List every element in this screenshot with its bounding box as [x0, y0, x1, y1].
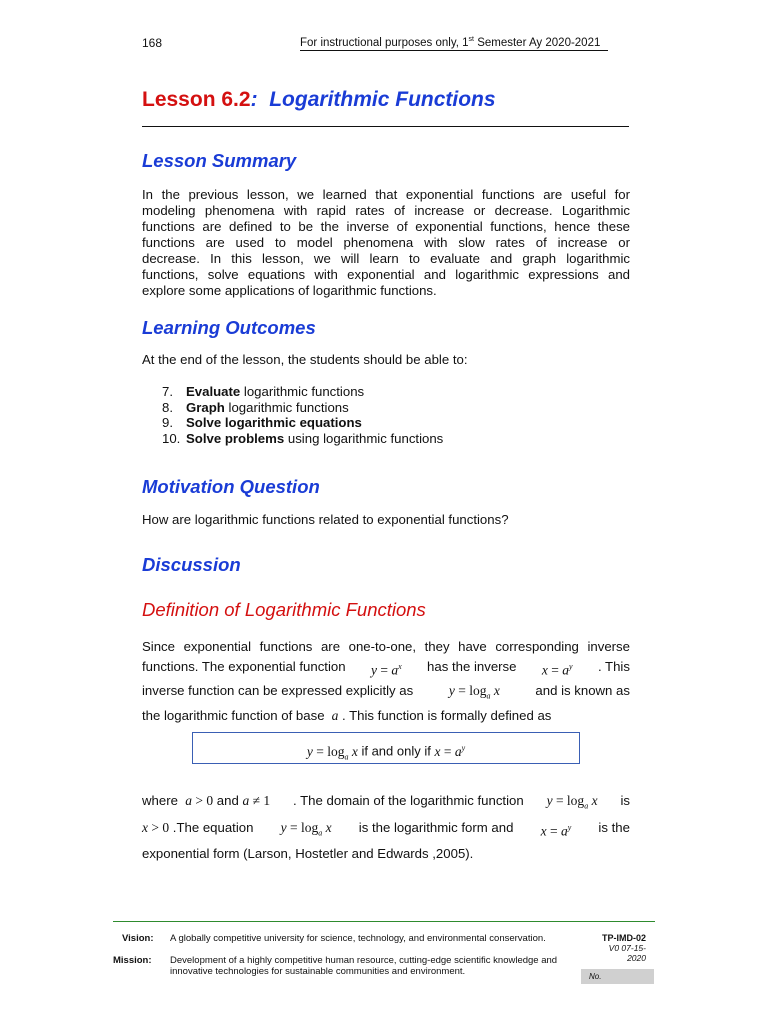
running-header	[300, 36, 608, 51]
item-number: 7.	[162, 384, 173, 399]
item-verb: Solve problems	[186, 430, 285, 446]
list-item	[162, 431, 443, 447]
text-run: is the logarithmic form and	[358, 819, 514, 835]
summary-line: functions are used to model phenomena with slow rates of increase or	[142, 235, 630, 250]
version-line: V0 07-15-	[608, 943, 646, 953]
def-line-3	[142, 681, 630, 707]
text-run: is the	[598, 819, 630, 835]
text-run: functions. The exponential function	[142, 659, 346, 674]
formula-log: $y = \log_a x$	[448, 682, 500, 701]
formula-exponential: $y = a^x$	[370, 662, 402, 678]
lesson-colon: :	[250, 88, 258, 111]
summary-paragraph	[142, 187, 630, 299]
box-text: if and only if	[357, 743, 435, 759]
outcomes-intro: At the end of the lesson, the students should be able to:	[142, 352, 468, 367]
formula-inverse: $x = a^y$	[541, 662, 573, 678]
motivation-heading: Motivation Question	[142, 476, 320, 497]
formula-inverse: $x = a^y$	[540, 822, 572, 839]
definition-box	[192, 732, 580, 764]
definition-paragraph	[142, 637, 630, 726]
text-run: . This	[597, 659, 630, 674]
text-run: inverse function can be expressed explicitly as	[142, 682, 414, 698]
mission-text: Development of a highly competitive human resource, cutting-edge scientific knowledge and innovative technologies for sustainable communities and environment.	[170, 955, 558, 977]
summary-line: functions, solve equations with exponential and logarithmic expressions and	[142, 267, 630, 282]
title-rule	[142, 126, 629, 127]
item-rest: logarithmic functions	[240, 384, 365, 399]
formula-log: $y = \log_a x$	[306, 743, 358, 762]
summary-line: In the previous lesson, we learned that exponential functions are useful for	[142, 187, 630, 202]
formula-log: $y = \log_a x$	[546, 793, 598, 811]
definition-subheading: Definition of Logarithmic Functions	[142, 599, 426, 620]
text-run: . The domain of the logarithmic function	[293, 793, 524, 808]
domain-line-1	[142, 790, 630, 817]
page-number: 168	[142, 36, 163, 50]
def-line-4	[142, 706, 630, 726]
lesson-topic: Logarithmic Functions	[269, 88, 496, 111]
outcomes-list	[162, 384, 443, 446]
list-item	[162, 415, 443, 431]
lesson-title	[142, 88, 496, 112]
lesson-number: Lesson 6.2	[142, 88, 251, 111]
item-rest: logarithmic functions	[224, 399, 349, 415]
list-item	[162, 400, 443, 416]
discussion-heading: Discussion	[142, 554, 241, 575]
domain-line-2	[142, 817, 630, 844]
def-line-1: Since exponential functions are one-to-one, they have corresponding inverse	[142, 639, 630, 654]
item-number: 10.	[162, 430, 181, 446]
formula-base: a	[328, 708, 339, 724]
header-note-sup: st	[468, 36, 474, 43]
number-box: No.	[581, 969, 654, 984]
mission-label: Mission:	[113, 955, 152, 966]
vision-label: Vision:	[122, 933, 154, 944]
text-run: x > 0 .The equation	[142, 819, 254, 835]
summary-line: functions are defined to be the inverse of exponential functions, hence these	[142, 219, 630, 234]
formula-inverse: $x = a^y$	[434, 743, 466, 759]
def-line-2	[142, 657, 630, 681]
text-run: . This function is formally defined as	[342, 708, 552, 724]
summary-line: decrease. In this lesson, we will learn to evaluate and graph logarithmic	[142, 251, 630, 266]
item-verb: Graph	[186, 399, 225, 415]
domain-line-3: exponential form (Larson, Hostetler and Edwards ,2005).	[142, 846, 474, 862]
text-run: and is known as	[535, 682, 630, 698]
summary-line: explore some applications of logarithmic functions.	[142, 283, 437, 298]
vision-text: A globally competitive university for science, technology, and environmental conservation.	[170, 933, 546, 944]
item-number: 8.	[162, 399, 173, 415]
text-run: the logarithmic function of base	[142, 708, 325, 724]
header-note-pre: For instructional purposes only, 1	[300, 36, 469, 49]
text-run: has the inverse	[427, 659, 517, 674]
text-run: where a > 0 and a ≠ 1	[142, 793, 271, 808]
summary-heading: Lesson Summary	[142, 150, 297, 171]
item-verb: Evaluate	[186, 384, 241, 399]
item-verb: Solve logarithmic equations	[186, 415, 362, 430]
formula-log: $y = \log_a x$	[280, 819, 332, 838]
document-code	[596, 933, 646, 963]
outcomes-heading: Learning Outcomes	[142, 317, 316, 338]
domain-paragraph	[142, 790, 630, 864]
summary-line: modeling phenomena with rapid rates of increase or decrease. Logarithmic	[142, 203, 630, 218]
header-note-post: Semester Ay 2020-2021	[474, 36, 601, 49]
item-rest: using logarithmic functions	[284, 430, 444, 446]
list-item	[162, 384, 443, 400]
footer-rule	[113, 921, 655, 922]
text-run: is	[620, 793, 630, 808]
item-number: 9.	[162, 415, 173, 430]
motivation-question: How are logarithmic functions related to exponential functions?	[142, 512, 509, 527]
version-line: 2020	[627, 953, 646, 963]
form-code: TP-IMD-02	[601, 933, 646, 943]
